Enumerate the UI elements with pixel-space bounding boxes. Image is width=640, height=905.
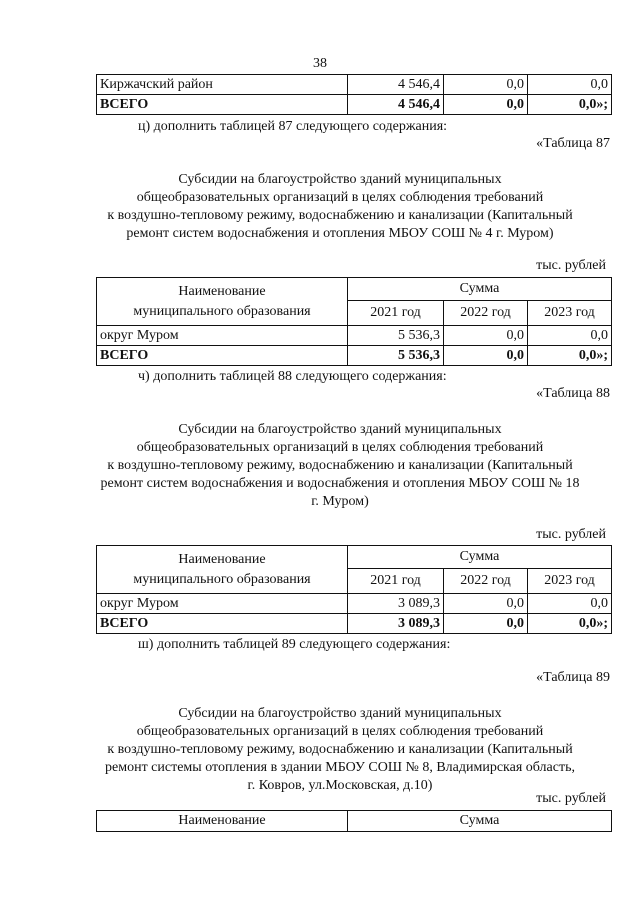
header-2023: 2023 год (528, 301, 612, 326)
title-line: Субсидии на благоустройство зданий муниципальных (178, 706, 502, 721)
header-name (97, 546, 348, 594)
table-row (97, 594, 612, 614)
title-line: общеобразовательных организаций в целях соблюдения требований (136, 440, 544, 455)
table-row (97, 326, 612, 346)
value-2023: 0,0»; (528, 95, 612, 115)
value-2021: 5 536,3 (348, 326, 444, 346)
instruction-87: ц) дополнить таблицей 87 следующего содержания: (138, 119, 448, 134)
table-row-total (97, 614, 612, 634)
title-line: Субсидии на благоустройство зданий муниципальных (178, 172, 502, 187)
value-2022: 0,0 (444, 594, 528, 614)
row-name: Киржачский район (97, 75, 348, 95)
title-line: общеобразовательных организаций в целях соблюдения требований (136, 190, 544, 205)
table-label-88: «Таблица 88 (536, 386, 610, 401)
value-2022: 0,0 (444, 95, 528, 115)
row-name: ВСЕГО (97, 614, 348, 634)
title-line: г. Муром) (311, 494, 369, 509)
title-line: ремонт системы отопления в здании МБОУ СОШ № 8, Владимирская область, (105, 760, 575, 775)
header-sum: Сумма (348, 546, 612, 569)
header-name-line1: Наименование (178, 283, 266, 299)
title-line: общеобразовательных организаций в целях соблюдения требований (136, 724, 544, 739)
title-line: ремонт систем водоснабжения и отопления МБОУ СОШ № 4 г. Муром) (126, 226, 554, 241)
value-2021: 3 089,3 (348, 594, 444, 614)
table-87 (96, 277, 612, 366)
header-name-line2: муниципального образования (133, 571, 311, 587)
header-name: Наименование (97, 811, 348, 832)
units-89: тыс. рублей (536, 791, 606, 806)
header-row (97, 546, 612, 569)
table-title-88 (70, 421, 610, 511)
value-2021: 3 089,3 (348, 614, 444, 634)
header-2023: 2023 год (528, 569, 612, 594)
header-2022: 2022 год (444, 301, 528, 326)
table-label-87: «Таблица 87 (536, 136, 610, 151)
header-name-line1: Наименование (178, 551, 266, 567)
instruction-88: ч) дополнить таблицей 88 следующего содержания: (138, 369, 447, 384)
value-2022: 0,0 (444, 326, 528, 346)
row-name: округ Муром (97, 594, 348, 614)
table-row-total (97, 346, 612, 366)
title-line: Субсидии на благоустройство зданий муниципальных (178, 422, 502, 437)
table-title-89 (70, 705, 610, 795)
value-2023: 0,0 (528, 594, 612, 614)
header-name-line2: муниципального образования (133, 303, 311, 319)
title-line: к воздушно-тепловому режиму, водоснабжению и канализации (Капитальный (107, 458, 573, 473)
title-line: г. Ковров, ул.Московская, д.10) (247, 778, 433, 793)
value-2021: 5 536,3 (348, 346, 444, 366)
units-87: тыс. рублей (536, 258, 606, 273)
table-row-total (97, 95, 612, 115)
table-title-87 (70, 171, 610, 243)
header-row (97, 278, 612, 301)
value-2023: 0,0 (528, 75, 612, 95)
title-line: ремонт систем водоснабжения и водоснабжения и отопления МБОУ СОШ № 18 (100, 476, 580, 491)
header-row (97, 811, 612, 832)
table-label-89: «Таблица 89 (536, 670, 610, 685)
header-2021: 2021 год (348, 301, 444, 326)
units-88: тыс. рублей (536, 527, 606, 542)
value-2022: 0,0 (444, 614, 528, 634)
top-table (96, 74, 612, 115)
row-name: округ Муром (97, 326, 348, 346)
row-name: ВСЕГО (97, 346, 348, 366)
table-89 (96, 810, 612, 832)
table-row (97, 75, 612, 95)
instruction-89: ш) дополнить таблицей 89 следующего содержания: (138, 637, 451, 652)
value-2023: 0,0»; (528, 346, 612, 366)
header-name (97, 278, 348, 326)
header-sum: Сумма (348, 811, 612, 832)
value-2021: 4 546,4 (348, 75, 444, 95)
value-2021: 4 546,4 (348, 95, 444, 115)
title-line: к воздушно-тепловому режиму, водоснабжению и канализации (Капитальный (107, 742, 573, 757)
value-2022: 0,0 (444, 75, 528, 95)
title-line: к воздушно-тепловому режиму, водоснабжению и канализации (Капитальный (107, 208, 573, 223)
header-sum: Сумма (348, 278, 612, 301)
table-88 (96, 545, 612, 634)
header-2022: 2022 год (444, 569, 528, 594)
page-number: 38 (313, 56, 327, 71)
value-2023: 0,0 (528, 326, 612, 346)
header-2021: 2021 год (348, 569, 444, 594)
row-name: ВСЕГО (97, 95, 348, 115)
value-2023: 0,0»; (528, 614, 612, 634)
value-2022: 0,0 (444, 346, 528, 366)
